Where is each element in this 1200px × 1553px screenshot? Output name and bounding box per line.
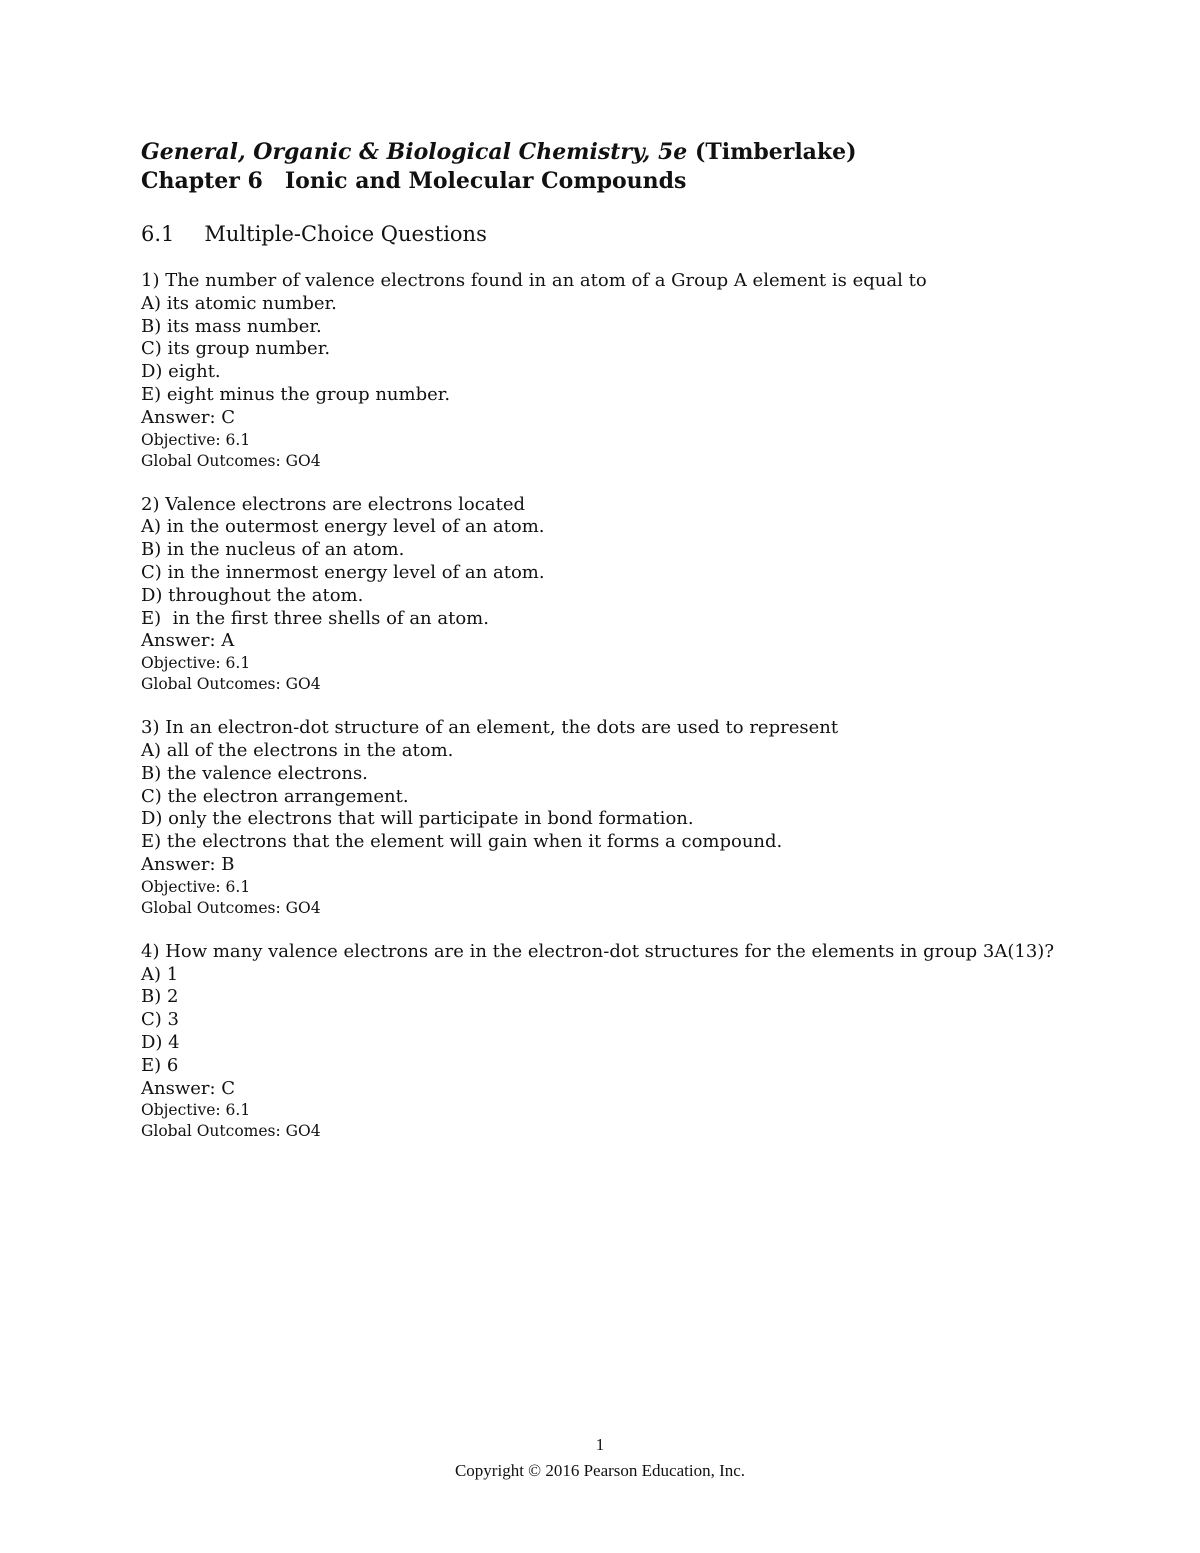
choice-a: A) its atomic number. — [141, 292, 337, 314]
chapter-title-line — [141, 167, 1081, 196]
choice-e: E) in the first three shells of an atom. — [141, 607, 489, 629]
book-title: General, Organic & Biological Chemistry, 5e — [141, 139, 688, 165]
question-list — [141, 270, 1081, 1142]
choice-b: B) in the nucleus of an atom. — [141, 539, 405, 561]
choice-c: C) in the innermost energy level of an atom. — [141, 561, 545, 583]
copyright-notice: Copyright © 2016 Pearson Education, Inc. — [454, 1461, 746, 1480]
question-4 — [141, 941, 1081, 1143]
choice-b: B) the valence electrons. — [141, 762, 368, 784]
choice-a: A) in the outermost energy level of an atom. — [141, 516, 545, 538]
book-author: (Timberlake) — [694, 139, 857, 165]
global-outcomes: Global Outcomes: GO4 — [141, 451, 321, 470]
chapter-title: Ionic and Molecular Compounds — [284, 168, 687, 194]
global-outcomes: Global Outcomes: GO4 — [141, 898, 321, 917]
question-text: 3) In an electron-dot structure of an element, the dots are used to represent — [141, 717, 839, 739]
question-1 — [141, 270, 1081, 472]
chapter-label: Chapter 6 — [141, 168, 263, 194]
choice-e: E) the electrons that the element will gain when it forms a compound. — [141, 831, 783, 853]
question-text: 1) The number of valence electrons found in an atom of a Group A element is equal to — [141, 270, 927, 291]
page-content — [141, 138, 1081, 1142]
choice-c: C) the electron arrangement. — [141, 785, 409, 807]
answer: Answer: A — [141, 630, 235, 652]
objective: Objective: 6.1 — [141, 654, 251, 673]
choice-b: B) its mass number. — [141, 315, 322, 337]
section-heading — [141, 220, 1081, 248]
global-outcomes: Global Outcomes: GO4 — [141, 675, 321, 694]
page-number: 1 — [595, 1435, 605, 1454]
question-text: 4) How many valence electrons are in the electron-dot structures for the elements in group 3A(13)? — [141, 940, 1054, 962]
question-text: 2) Valence electrons are electrons located — [141, 493, 525, 515]
answer: Answer: C — [141, 1077, 236, 1099]
answer: Answer: B — [141, 853, 235, 875]
section-title: Multiple-Choice Questions — [204, 222, 487, 246]
book-title-line — [141, 138, 1081, 167]
choice-b: B) 2 — [141, 986, 179, 1008]
choice-d: D) 4 — [141, 1031, 180, 1053]
objective: Objective: 6.1 — [141, 1101, 251, 1120]
choice-d: D) only the electrons that will participate in bond formation. — [141, 808, 694, 830]
objective: Objective: 6.1 — [141, 430, 251, 449]
objective: Objective: 6.1 — [141, 877, 251, 896]
choice-c: C) its group number. — [141, 338, 331, 360]
choice-e: E) 6 — [141, 1054, 179, 1076]
question-2 — [141, 494, 1081, 696]
choice-d: D) eight. — [141, 361, 221, 383]
global-outcomes: Global Outcomes: GO4 — [141, 1122, 321, 1141]
question-3 — [141, 717, 1081, 919]
answer: Answer: C — [141, 406, 236, 428]
choice-e: E) eight minus the group number. — [141, 383, 451, 405]
choice-c: C) 3 — [141, 1009, 179, 1031]
choice-a: A) all of the electrons in the atom. — [141, 739, 454, 761]
choice-d: D) throughout the atom. — [141, 584, 364, 606]
choice-a: A) 1 — [141, 963, 179, 985]
section-number: 6.1 — [141, 222, 175, 246]
